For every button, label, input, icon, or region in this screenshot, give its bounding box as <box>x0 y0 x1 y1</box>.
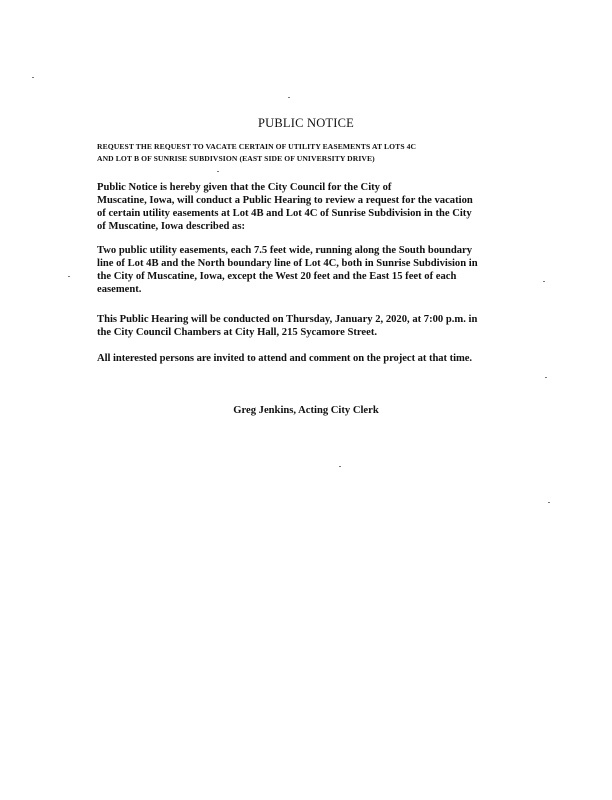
paragraph-line: Public Notice is hereby given that the City Council for the City of <box>97 182 392 193</box>
paragraph-line: the City Council Chambers at City Hall, 215 Sycamore Street. <box>97 327 378 338</box>
scan-speck <box>288 97 290 98</box>
paragraph-line: of certain utility easements at Lot 4B and Lot 4C of Sunrise Subdivision in the City <box>97 208 472 219</box>
scan-speck <box>32 77 34 78</box>
scan-speck <box>217 171 219 172</box>
paragraph-line: line of Lot 4B and the North boundary line of Lot 4C, both in Sunrise Subdivision in <box>97 258 478 269</box>
request-heading-line: REQUEST THE REQUEST TO VACATE CERTAIN OF UTILITY EASEMENTS AT LOTS 4C <box>97 142 417 151</box>
request-heading <box>97 141 527 165</box>
notice-paragraph-invitation: All interested persons are invited to attend and comment on the project at that time. <box>97 353 473 364</box>
notice-paragraph-intro <box>97 181 522 233</box>
page-title: PUBLIC NOTICE <box>257 116 354 130</box>
paragraph-line: the City of Muscatine, Iowa, except the West 20 feet and the East 15 feet of each <box>97 271 457 282</box>
scan-speck <box>545 377 547 378</box>
request-heading-line: AND LOT B OF SUNRISE SUBDIVSION (EAST SIDE OF UNIVERSITY DRIVE) <box>97 154 375 163</box>
paragraph-line: This Public Hearing will be conducted on Thursday, January 2, 2020, at 7:00 p.m. in <box>97 314 478 325</box>
scan-speck <box>543 281 545 282</box>
scan-speck <box>68 276 70 277</box>
notice-paragraph-hearing <box>97 313 522 339</box>
signature-line: Greg Jenkins, Acting City Clerk <box>233 405 379 416</box>
paragraph-line: Muscatine, Iowa, will conduct a Public Hearing to review a request for the vacation <box>97 195 473 206</box>
paragraph-line: Two public utility easements, each 7.5 feet wide, running along the South boundary <box>97 245 473 256</box>
scan-speck <box>548 502 550 503</box>
notice-paragraph-easements <box>97 244 522 296</box>
scan-speck <box>339 466 341 467</box>
paragraph-line: of Muscatine, Iowa described as: <box>97 221 246 232</box>
paragraph-line: easement. <box>97 284 142 295</box>
